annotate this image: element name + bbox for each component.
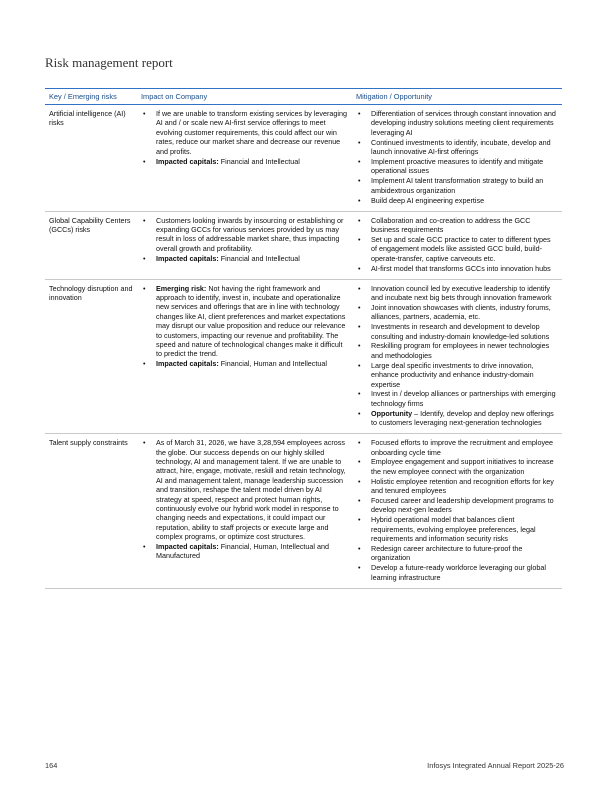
- item-text: Redesign career architecture to future-proof the organization: [371, 544, 523, 563]
- impact-cell: [137, 434, 352, 589]
- list-item: [356, 361, 558, 389]
- mitigation-cell: [352, 279, 562, 434]
- list-item: [356, 389, 558, 408]
- item-text: Customers looking inwards by insourcing or establishing or expanding GCCs for various services provided by us may result in loss of addressable market share, thus impacting overall growth and profitability.: [156, 215, 344, 253]
- list-item: [356, 515, 558, 543]
- risk-table: [45, 88, 562, 589]
- page-title: Risk management report: [45, 55, 173, 70]
- list-item: [356, 216, 558, 235]
- item-text: Hybrid operational model that balances client requirements, evolving employee preferences, legal requirements and information security risks: [371, 515, 536, 544]
- impact-list: [141, 438, 348, 561]
- list-item: [356, 496, 558, 515]
- list-item: [141, 216, 348, 254]
- list-item: [356, 409, 558, 428]
- list-item: [356, 176, 558, 195]
- risk-name: Artificial intelligence (AI) risks: [45, 105, 137, 212]
- item-text: Continued investments to identify, incubate, develop and launch innovative AI-first offerings: [371, 137, 551, 157]
- item-text: Implement proactive measures to identify and mitigate operational issues: [371, 157, 544, 176]
- mitigation-list: [356, 109, 558, 205]
- item-text: Reskilling program for employees in newer technologies and methodologies: [371, 341, 550, 360]
- header-key-risks: Key / Emerging risks: [45, 89, 137, 105]
- mitigation-cell: [352, 211, 562, 279]
- item-lead: Impacted capitals:: [156, 156, 219, 166]
- item-text: Financial and Intellectual: [218, 253, 300, 263]
- list-item: [356, 303, 558, 322]
- item-text: Joint innovation showcases with clients, industry forums, alliances, partners, academia, etc.: [371, 302, 551, 322]
- list-item: [356, 157, 558, 176]
- list-item: [141, 157, 348, 166]
- footer-report-title: Infosys Integrated Annual Report 2025-26: [427, 761, 564, 770]
- item-text: – Identify, develop and deploy new offerings to customers leveraging next-generation technologies: [371, 408, 554, 428]
- table-header-row: [45, 89, 562, 105]
- list-item: [356, 563, 558, 582]
- item-text: Invest in / develop alliances or partnerships with emerging technology firms: [371, 389, 556, 408]
- item-text: Financial, Human, Intellectual and Manufactured: [156, 542, 329, 561]
- list-item: [141, 284, 348, 359]
- table-row: [45, 434, 562, 589]
- item-text: Financial, Human and Intellectual: [218, 359, 327, 369]
- table-row: [45, 105, 562, 212]
- impact-cell: [137, 105, 352, 212]
- item-text: Implement AI talent transformation strategy to build an ambidextrous organization: [371, 176, 544, 195]
- list-item: [141, 359, 348, 368]
- list-item: [141, 438, 348, 541]
- item-lead: Impacted capitals:: [156, 542, 219, 552]
- mitigation-cell: [352, 105, 562, 212]
- item-text: Not having the right framework and approach to identify, invest in, incubate and operationalize new services and offerings that are in line with technology changes like AI, client preferences and market expectations may disrupt our value proposition and reduce our relevance to customers, impacting our revenue and profitability. The speed and nature of technological changes make it difficult to predict the trend.: [156, 283, 346, 359]
- mitigation-list: [356, 438, 558, 582]
- item-text: If we are unable to transform existing services by leveraging AI and / or scale new AI-first service offerings to meet evolving customer requirements, this could affect our win rates, reduce our market share and decrease our revenue and profits.: [156, 109, 347, 156]
- list-item: [356, 438, 558, 457]
- list-item: [356, 341, 558, 360]
- risk-name: Technology disruption and innovation: [45, 279, 137, 434]
- item-lead: Impacted capitals:: [156, 253, 219, 263]
- item-lead: Impacted capitals:: [156, 359, 219, 369]
- item-text: Large deal specific investments to drive innovation, enhance productivity and enhance industry-domain expertise: [371, 360, 534, 389]
- list-item: [356, 322, 558, 341]
- list-item: [356, 544, 558, 563]
- list-item: [356, 457, 558, 476]
- impact-list: [141, 216, 348, 264]
- list-item: [356, 109, 558, 137]
- list-item: [141, 542, 348, 561]
- item-text: Financial and Intellectual: [218, 156, 300, 166]
- item-lead: Emerging risk:: [156, 283, 207, 293]
- impact-cell: [137, 279, 352, 434]
- header-impact: Impact on Company: [137, 89, 352, 105]
- impact-cell: [137, 211, 352, 279]
- list-item: [356, 477, 558, 496]
- page-number: 164: [45, 761, 58, 770]
- item-lead: Opportunity: [371, 408, 413, 418]
- risk-name: Global Capability Centers (GCCs) risks: [45, 211, 137, 279]
- item-text: Employee engagement and support initiatives to increase the new employee connect with the organization: [371, 457, 554, 476]
- item-text: AI-first model that transforms GCCs into innovation hubs: [371, 263, 551, 273]
- item-text: Focused career and leadership development programs to develop next-gen leaders: [371, 496, 554, 515]
- list-item: [141, 109, 348, 156]
- item-text: As of March 31, 2026, we have 3,28,594 employees across the globe. Our success depends on our highly skilled technology, AI and management talent. If we are unable to attract, hire, engage, motivate, reskill and retain technology, AI and management talent, manage leadership succession and transition, reshape the talent model driven by AI strategy at speed, respect and protect human rights, continuously evolve our hybrid work model in response to changing needs and expectations, it could impact our reputation, ability to staff projects or execute large and complex programs, or optimize cost structures.: [156, 438, 346, 542]
- list-item: [356, 235, 558, 263]
- item-text: Investments in research and development to develop consulting and industry-domain knowledge-led solutions: [371, 322, 550, 341]
- list-item: [356, 196, 558, 205]
- mitigation-list: [356, 216, 558, 273]
- item-text: Set up and scale GCC practice to cater to different types of engagement models like assisted GCC build, build-operate-transfer, captive carveouts etc.: [371, 234, 551, 263]
- risk-name: Talent supply constraints: [45, 434, 137, 589]
- mitigation-cell: [352, 434, 562, 589]
- list-item: [356, 284, 558, 303]
- list-item: [356, 138, 558, 157]
- list-item: [141, 254, 348, 263]
- table-row: [45, 279, 562, 434]
- item-text: Collaboration and co-creation to address the GCC business requirements: [371, 215, 531, 234]
- item-text: Innovation council led by executive leadership to identify and incubate next big bets through innovation framework: [371, 283, 552, 302]
- item-text: Focused efforts to improve the recruitment and employee onboarding cycle time: [371, 438, 554, 457]
- item-text: Build deep AI engineering expertise: [371, 195, 485, 205]
- item-text: Develop a future-ready workforce leveraging our global learning infrastructure: [371, 563, 546, 582]
- list-item: [356, 264, 558, 273]
- mitigation-list: [356, 284, 558, 428]
- table-row: [45, 211, 562, 279]
- item-text: Holistic employee retention and recognition efforts for key and tenured employees: [371, 476, 554, 496]
- item-text: Differentiation of services through constant innovation and developing industry solutions meeting client requirements leveraging AI: [371, 109, 556, 137]
- impact-list: [141, 109, 348, 166]
- impact-list: [141, 284, 348, 369]
- header-mitigation: Mitigation / Opportunity: [352, 89, 562, 105]
